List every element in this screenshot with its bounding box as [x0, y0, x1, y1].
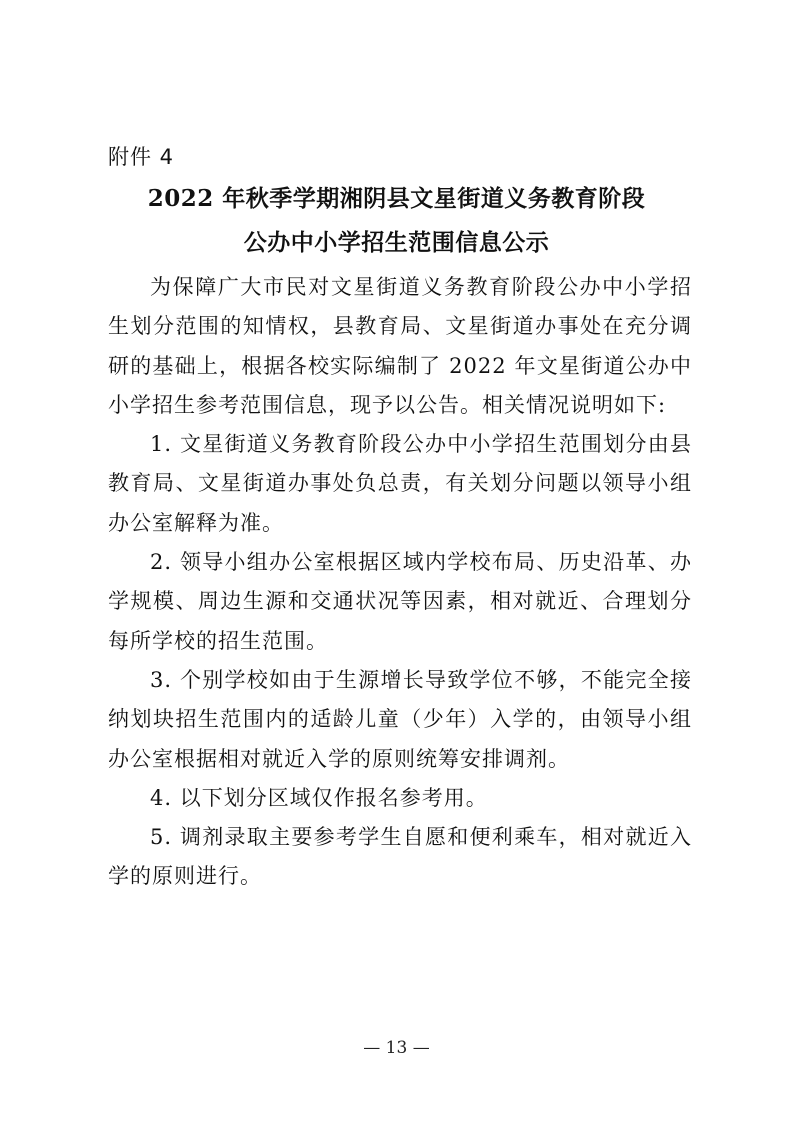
- item-5-paragraph: 5. 调剂录取主要参考学生自愿和便利乘车，相对就近入学的原则进行。: [108, 825, 692, 889]
- page-number: — 13 —: [363, 1038, 430, 1058]
- item-4-paragraph: 4. 以下划分区域仅作报名参考用。: [150, 785, 488, 810]
- intro-paragraph: 为保障广大市民对文星街道义务教育阶段公办中小学招生划分范围的知情权，县教育局、文星街道办事处在充分调研的基础上，根据各校实际编制了 2022 年文星街道公办中小学招生参考范围信息，现予以公告。相关情况说明如下:: [108, 275, 692, 417]
- item-3-paragraph: 3. 个别学校如由于生源增长导致学位不够，不能完全接纳划块招生范围内的适龄儿童（少年）入学的，由领导小组办公室根据相对就近入学的原则统筹安排调剂。: [108, 667, 692, 771]
- document-body: [108, 268, 692, 897]
- attachment-label: 附件 4: [108, 145, 175, 169]
- item-1-paragraph: 1. 文星街道义务教育阶段公办中小学招生范围划分由县教育局、文星街道办事处负总责，有关划分问题以领导小组办公室解释为准。: [108, 432, 692, 535]
- document-title-line-2: 公办中小学招生范围信息公示: [243, 229, 550, 256]
- document-title-line-1: 2022 年秋季学期湘阴县文星街道义务教育阶段: [147, 185, 646, 212]
- item-2-paragraph: 2. 领导小组办公室根据区域内学校布局、历史沿革、办学规模、周边生源和交通状况等因素，相对就近、合理划分每所学校的招生范围。: [108, 550, 692, 653]
